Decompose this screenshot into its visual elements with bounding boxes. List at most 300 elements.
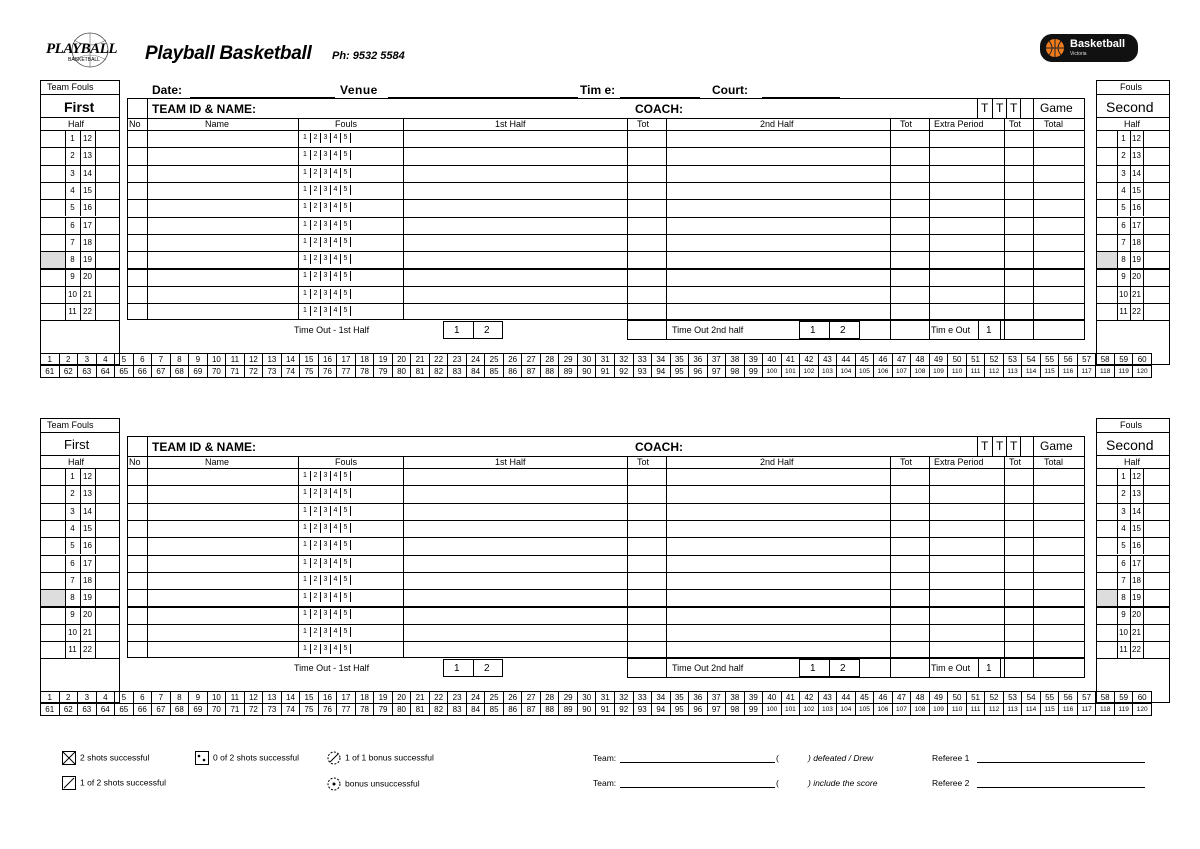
running-score-cell[interactable]: 28 bbox=[540, 353, 560, 366]
running-score-cell[interactable]: 49 bbox=[929, 691, 949, 704]
running-score-cell[interactable]: 74 bbox=[281, 365, 301, 378]
running-score-cell[interactable]: 119 bbox=[1114, 703, 1134, 716]
team-foul-cell[interactable]: 1 bbox=[1121, 472, 1126, 481]
running-score-cell[interactable]: 106 bbox=[873, 365, 893, 378]
running-score-cell[interactable]: 101 bbox=[781, 365, 801, 378]
table-row[interactable] bbox=[127, 589, 1085, 590]
foul-box[interactable]: 1 bbox=[303, 168, 307, 176]
running-score-cell[interactable]: 56 bbox=[1058, 691, 1078, 704]
running-score-cell[interactable]: 36 bbox=[688, 353, 708, 366]
running-score-cell[interactable]: 58 bbox=[1095, 353, 1115, 366]
running-score-cell[interactable]: 95 bbox=[670, 365, 690, 378]
running-score-cell[interactable]: 78 bbox=[355, 365, 375, 378]
foul-box[interactable]: 3 bbox=[320, 271, 330, 281]
foul-box[interactable]: 1 bbox=[303, 237, 307, 245]
second-half-total-box[interactable] bbox=[890, 658, 930, 678]
running-score-cell[interactable]: 119 bbox=[1114, 365, 1134, 378]
running-score-cell[interactable]: 51 bbox=[966, 353, 986, 366]
running-score-cell[interactable]: 99 bbox=[744, 703, 764, 716]
table-row[interactable] bbox=[127, 286, 1085, 287]
team-foul-cell[interactable]: 12 bbox=[1132, 472, 1141, 481]
running-score-cell[interactable]: 34 bbox=[651, 353, 671, 366]
running-score-cell[interactable]: 1 bbox=[40, 691, 60, 704]
running-score-cell[interactable]: 109 bbox=[929, 365, 949, 378]
running-score-cell[interactable]: 108 bbox=[910, 365, 930, 378]
team-foul-cell[interactable]: 19 bbox=[1132, 593, 1141, 603]
foul-box[interactable]: 5 bbox=[340, 575, 350, 585]
team-foul-cell[interactable]: 8 bbox=[1121, 593, 1126, 603]
team-foul-cell[interactable]: 9 bbox=[1121, 610, 1126, 620]
foul-box[interactable]: 2 bbox=[310, 168, 320, 178]
foul-box[interactable]: 1 bbox=[303, 489, 307, 497]
running-score-cell[interactable]: 97 bbox=[707, 703, 727, 716]
foul-box[interactable]: 2 bbox=[310, 575, 320, 585]
running-score-cell[interactable]: 37 bbox=[707, 353, 727, 366]
foul-box[interactable]: 4 bbox=[330, 488, 340, 498]
team-foul-cell[interactable]: 1 bbox=[70, 134, 75, 143]
running-score-cell[interactable]: 30 bbox=[577, 691, 597, 704]
team-foul-cell[interactable]: 10 bbox=[1119, 627, 1128, 637]
team-foul-cell[interactable]: 3 bbox=[70, 168, 75, 178]
team-foul-cell[interactable]: 19 bbox=[83, 255, 92, 265]
running-score-cell[interactable]: 25 bbox=[484, 691, 504, 704]
foul-box[interactable]: 1 bbox=[303, 255, 307, 263]
running-score-cell[interactable]: 90 bbox=[577, 703, 597, 716]
team-foul-cell[interactable]: 3 bbox=[1121, 506, 1126, 516]
running-score-cell[interactable]: 96 bbox=[688, 703, 708, 716]
team-foul-cell[interactable]: 14 bbox=[1132, 168, 1141, 178]
running-score-cell[interactable]: 39 bbox=[744, 691, 764, 704]
running-score-cell[interactable]: 3 bbox=[77, 353, 97, 366]
running-score-cell[interactable]: 2 bbox=[59, 691, 79, 704]
running-score-cell[interactable]: 55 bbox=[1040, 353, 1060, 366]
foul-box[interactable]: 1 bbox=[303, 610, 307, 618]
running-score-cell[interactable]: 89 bbox=[558, 365, 578, 378]
foul-box[interactable]: 1 bbox=[303, 506, 307, 514]
running-score-cell[interactable]: 98 bbox=[725, 365, 745, 378]
running-score-cell[interactable]: 14 bbox=[281, 353, 301, 366]
team-foul-cell[interactable]: 17 bbox=[1132, 220, 1141, 230]
team-foul-cell[interactable]: 15 bbox=[1132, 523, 1141, 533]
foul-box[interactable]: 2 bbox=[310, 306, 320, 316]
team-foul-cell[interactable]: 7 bbox=[1121, 237, 1126, 247]
foul-box[interactable]: 4 bbox=[330, 540, 340, 550]
running-score-cell[interactable]: 79 bbox=[373, 365, 393, 378]
team-foul-cell[interactable]: 20 bbox=[1132, 272, 1141, 282]
foul-box[interactable]: 5 bbox=[340, 237, 350, 247]
running-score-cell[interactable]: 29 bbox=[558, 353, 578, 366]
running-score-cell[interactable]: 104 bbox=[836, 365, 856, 378]
running-score-cell[interactable]: 23 bbox=[447, 353, 467, 366]
team-foul-cell[interactable]: 6 bbox=[1121, 558, 1126, 568]
running-score-cell[interactable]: 33 bbox=[633, 691, 653, 704]
team-foul-cell[interactable]: 20 bbox=[83, 272, 92, 282]
foul-box[interactable]: 2 bbox=[310, 237, 320, 247]
running-score-cell[interactable]: 72 bbox=[244, 703, 264, 716]
team-foul-cell[interactable]: 22 bbox=[1132, 307, 1141, 316]
team-foul-cell[interactable]: 19 bbox=[83, 593, 92, 603]
running-score-cell[interactable]: 6 bbox=[133, 691, 153, 704]
running-score-cell[interactable]: 67 bbox=[151, 703, 171, 716]
running-score-cell[interactable]: 26 bbox=[503, 353, 523, 366]
foul-box[interactable]: 2 bbox=[310, 558, 320, 568]
running-score-cell[interactable]: 100 bbox=[762, 365, 782, 378]
running-score-cell[interactable]: 80 bbox=[392, 365, 412, 378]
team-foul-cell[interactable]: 5 bbox=[70, 203, 75, 213]
foul-boxes[interactable] bbox=[300, 523, 350, 533]
running-score-cell[interactable]: 42 bbox=[799, 353, 819, 366]
team-foul-cell[interactable]: 6 bbox=[70, 220, 75, 230]
running-score-cell[interactable]: 46 bbox=[873, 691, 893, 704]
running-score-cell[interactable]: 16 bbox=[318, 353, 338, 366]
game-total-box[interactable] bbox=[1033, 658, 1085, 678]
team-foul-cell[interactable]: 21 bbox=[1132, 627, 1141, 637]
running-score-cell[interactable]: 86 bbox=[503, 703, 523, 716]
running-score-cell[interactable]: 112 bbox=[984, 703, 1004, 716]
running-score-cell[interactable]: 90 bbox=[577, 365, 597, 378]
running-score-cell[interactable]: 117 bbox=[1077, 365, 1097, 378]
foul-box[interactable]: 4 bbox=[330, 202, 340, 212]
running-score-cell[interactable]: 107 bbox=[892, 365, 912, 378]
running-score-cell[interactable]: 49 bbox=[929, 353, 949, 366]
team-foul-cell[interactable]: 2 bbox=[1121, 489, 1126, 499]
running-score-cell[interactable]: 103 bbox=[818, 703, 838, 716]
game-total-box[interactable] bbox=[1033, 320, 1085, 340]
foul-box[interactable]: 5 bbox=[340, 540, 350, 550]
team-foul-cell[interactable]: 3 bbox=[70, 506, 75, 516]
foul-box[interactable]: 1 bbox=[303, 307, 307, 314]
running-score-cell[interactable]: 54 bbox=[1021, 691, 1041, 704]
team-foul-cell[interactable]: 22 bbox=[83, 307, 92, 316]
team-foul-cell[interactable]: 4 bbox=[1121, 185, 1126, 195]
team-foul-cell[interactable]: 9 bbox=[70, 272, 75, 282]
running-score-cell[interactable]: 56 bbox=[1058, 353, 1078, 366]
running-score-cell[interactable]: 8 bbox=[170, 691, 190, 704]
running-score-cell[interactable]: 116 bbox=[1058, 703, 1078, 716]
table-row[interactable] bbox=[127, 147, 1085, 148]
running-score-cell[interactable]: 53 bbox=[1003, 691, 1023, 704]
running-score-cell[interactable]: 88 bbox=[540, 365, 560, 378]
running-score-cell[interactable]: 35 bbox=[670, 691, 690, 704]
team-foul-cell[interactable]: 17 bbox=[83, 558, 92, 568]
foul-box[interactable]: 5 bbox=[340, 150, 350, 160]
running-score-cell[interactable]: 86 bbox=[503, 365, 523, 378]
running-score-cell[interactable]: 32 bbox=[614, 691, 634, 704]
foul-box[interactable]: 5 bbox=[340, 488, 350, 498]
foul-box[interactable]: 3 bbox=[320, 609, 330, 619]
table-row[interactable] bbox=[127, 251, 1085, 252]
table-row[interactable] bbox=[127, 182, 1085, 183]
running-score-cell[interactable]: 60 bbox=[1132, 353, 1152, 366]
running-score-cell[interactable]: 13 bbox=[262, 353, 282, 366]
running-score-cell[interactable]: 72 bbox=[244, 365, 264, 378]
running-score-cell[interactable]: 36 bbox=[688, 691, 708, 704]
foul-box[interactable]: 5 bbox=[340, 506, 350, 516]
running-score-cell[interactable]: 107 bbox=[892, 703, 912, 716]
running-score-cell[interactable]: 85 bbox=[484, 703, 504, 716]
running-score-cell[interactable]: 92 bbox=[614, 365, 634, 378]
foul-box[interactable]: 3 bbox=[320, 254, 330, 264]
team-foul-cell[interactable]: 9 bbox=[70, 610, 75, 620]
running-score-cell[interactable]: 105 bbox=[855, 703, 875, 716]
running-score-cell[interactable]: 67 bbox=[151, 365, 171, 378]
running-score-cell[interactable]: 20 bbox=[392, 691, 412, 704]
foul-box[interactable]: 1 bbox=[303, 185, 307, 193]
running-score-cell[interactable]: 51 bbox=[966, 691, 986, 704]
running-score-cell[interactable]: 17 bbox=[336, 691, 356, 704]
foul-boxes[interactable] bbox=[300, 185, 350, 195]
foul-box[interactable]: 3 bbox=[320, 185, 330, 195]
running-score-cell[interactable]: 55 bbox=[1040, 691, 1060, 704]
foul-boxes[interactable] bbox=[300, 202, 350, 212]
table-row[interactable] bbox=[127, 572, 1085, 573]
foul-box[interactable]: 1 bbox=[303, 472, 307, 479]
foul-box[interactable]: 4 bbox=[330, 506, 340, 516]
team-foul-cell[interactable]: 11 bbox=[68, 645, 77, 654]
running-score-cell[interactable]: 38 bbox=[725, 353, 745, 366]
team-foul-cell[interactable]: 20 bbox=[83, 610, 92, 620]
running-score-cell[interactable]: 20 bbox=[392, 353, 412, 366]
team-foul-cell[interactable]: 7 bbox=[1121, 575, 1126, 585]
foul-boxes[interactable] bbox=[300, 609, 350, 619]
foul-box[interactable]: 5 bbox=[340, 523, 350, 533]
running-score-cell[interactable]: 41 bbox=[781, 691, 801, 704]
team-foul-cell[interactable]: 6 bbox=[1121, 220, 1126, 230]
foul-boxes[interactable] bbox=[300, 133, 350, 143]
running-score-cell[interactable]: 53 bbox=[1003, 353, 1023, 366]
foul-box[interactable]: 4 bbox=[330, 627, 340, 637]
foul-box[interactable]: 1 bbox=[303, 627, 307, 635]
running-score-cell[interactable]: 77 bbox=[336, 703, 356, 716]
team-foul-cell[interactable]: 1 bbox=[1121, 134, 1126, 143]
running-score-cell[interactable]: 40 bbox=[762, 691, 782, 704]
running-score-cell[interactable]: 7 bbox=[151, 691, 171, 704]
running-score-cell[interactable]: 18 bbox=[355, 353, 375, 366]
running-score-cell[interactable]: 118 bbox=[1095, 365, 1115, 378]
foul-box[interactable]: 3 bbox=[320, 237, 330, 247]
running-score-cell[interactable]: 89 bbox=[558, 703, 578, 716]
table-row[interactable] bbox=[127, 165, 1085, 166]
foul-box[interactable]: 5 bbox=[340, 185, 350, 195]
foul-boxes[interactable] bbox=[300, 289, 350, 299]
foul-box[interactable]: 4 bbox=[330, 306, 340, 316]
foul-boxes[interactable] bbox=[300, 488, 350, 498]
foul-boxes[interactable] bbox=[300, 168, 350, 178]
running-score-cell[interactable]: 66 bbox=[133, 703, 153, 716]
foul-box[interactable]: 2 bbox=[310, 471, 320, 481]
running-score-cell[interactable]: 65 bbox=[114, 703, 134, 716]
running-score-cell[interactable]: 48 bbox=[910, 353, 930, 366]
table-row[interactable] bbox=[127, 555, 1085, 556]
running-score-cell[interactable]: 75 bbox=[299, 703, 319, 716]
running-score-cell[interactable]: 59 bbox=[1114, 691, 1134, 704]
foul-box[interactable]: 1 bbox=[303, 289, 307, 297]
running-score-cell[interactable]: 114 bbox=[1021, 365, 1041, 378]
foul-box[interactable]: 5 bbox=[340, 471, 350, 481]
running-score-cell[interactable]: 84 bbox=[466, 365, 486, 378]
running-score-cell[interactable]: 84 bbox=[466, 703, 486, 716]
foul-box[interactable]: 4 bbox=[330, 271, 340, 281]
running-score-cell[interactable]: 78 bbox=[355, 703, 375, 716]
team-foul-cell[interactable]: 16 bbox=[83, 203, 92, 213]
running-score-cell[interactable]: 9 bbox=[188, 691, 208, 704]
team-foul-cell[interactable]: 14 bbox=[83, 168, 92, 178]
team-foul-cell[interactable]: 16 bbox=[1132, 203, 1141, 213]
running-score-cell[interactable]: 68 bbox=[170, 703, 190, 716]
foul-box[interactable]: 3 bbox=[320, 306, 330, 316]
team-foul-cell[interactable]: 14 bbox=[83, 506, 92, 516]
team-foul-cell[interactable]: 21 bbox=[83, 627, 92, 637]
running-score-cell[interactable]: 95 bbox=[670, 703, 690, 716]
team-foul-cell[interactable]: 17 bbox=[83, 220, 92, 230]
foul-box[interactable]: 3 bbox=[320, 540, 330, 550]
running-score-cell[interactable]: 64 bbox=[96, 365, 116, 378]
running-score-cell[interactable]: 31 bbox=[595, 691, 615, 704]
team-foul-cell[interactable]: 8 bbox=[70, 593, 75, 603]
foul-box[interactable]: 4 bbox=[330, 220, 340, 230]
foul-box[interactable]: 4 bbox=[330, 254, 340, 264]
foul-box[interactable]: 2 bbox=[310, 592, 320, 602]
running-score-cell[interactable]: 100 bbox=[762, 703, 782, 716]
foul-boxes[interactable] bbox=[300, 558, 350, 568]
running-score-cell[interactable]: 81 bbox=[410, 703, 430, 716]
running-score-cell[interactable]: 65 bbox=[114, 365, 134, 378]
foul-box[interactable]: 1 bbox=[303, 645, 307, 652]
running-score-cell[interactable]: 60 bbox=[1132, 691, 1152, 704]
running-score-cell[interactable]: 83 bbox=[447, 365, 467, 378]
first-half-total-box[interactable] bbox=[627, 658, 667, 678]
team-foul-cell[interactable]: 16 bbox=[83, 541, 92, 551]
running-score-cell[interactable]: 79 bbox=[373, 703, 393, 716]
foul-box[interactable]: 1 bbox=[303, 203, 307, 211]
foul-box[interactable]: 4 bbox=[330, 185, 340, 195]
team-foul-cell[interactable]: 17 bbox=[1132, 558, 1141, 568]
running-score-cell[interactable]: 120 bbox=[1132, 703, 1152, 716]
running-score-cell[interactable]: 97 bbox=[707, 365, 727, 378]
running-score-cell[interactable]: 104 bbox=[836, 703, 856, 716]
running-score-cell[interactable]: 105 bbox=[855, 365, 875, 378]
team-foul-cell[interactable]: 5 bbox=[1121, 203, 1126, 213]
running-score-cell[interactable]: 69 bbox=[188, 365, 208, 378]
running-score-cell[interactable]: 98 bbox=[725, 703, 745, 716]
running-score-cell[interactable]: 28 bbox=[540, 691, 560, 704]
running-score-cell[interactable]: 106 bbox=[873, 703, 893, 716]
running-score-cell[interactable]: 40 bbox=[762, 353, 782, 366]
foul-box[interactable]: 3 bbox=[320, 523, 330, 533]
running-score-cell[interactable]: 4 bbox=[96, 691, 116, 704]
foul-box[interactable]: 1 bbox=[303, 220, 307, 228]
running-score-cell[interactable]: 68 bbox=[170, 365, 190, 378]
foul-boxes[interactable] bbox=[300, 271, 350, 281]
foul-box[interactable]: 3 bbox=[320, 575, 330, 585]
team-foul-cell[interactable]: 7 bbox=[70, 575, 75, 585]
running-score-cell[interactable]: 32 bbox=[614, 353, 634, 366]
foul-boxes[interactable] bbox=[300, 150, 350, 160]
team-foul-cell[interactable]: 4 bbox=[70, 185, 75, 195]
foul-box[interactable]: 1 bbox=[303, 523, 307, 531]
table-row[interactable] bbox=[127, 641, 1085, 642]
running-score-cell[interactable]: 101 bbox=[781, 703, 801, 716]
running-score-cell[interactable]: 27 bbox=[521, 353, 541, 366]
running-score-cell[interactable]: 27 bbox=[521, 691, 541, 704]
running-score-cell[interactable]: 15 bbox=[299, 691, 319, 704]
team-foul-cell[interactable]: 16 bbox=[1132, 541, 1141, 551]
running-score-cell[interactable]: 61 bbox=[40, 365, 60, 378]
running-score-cell[interactable]: 111 bbox=[966, 703, 986, 716]
foul-box[interactable]: 4 bbox=[330, 237, 340, 247]
foul-box[interactable]: 2 bbox=[310, 488, 320, 498]
running-score-cell[interactable]: 120 bbox=[1132, 365, 1152, 378]
running-score-cell[interactable]: 3 bbox=[77, 691, 97, 704]
team-foul-cell[interactable]: 13 bbox=[1132, 489, 1141, 499]
team-foul-cell[interactable]: 2 bbox=[70, 489, 75, 499]
running-score-cell[interactable]: 117 bbox=[1077, 703, 1097, 716]
running-score-cell[interactable]: 45 bbox=[855, 353, 875, 366]
running-score-cell[interactable]: 70 bbox=[207, 703, 227, 716]
running-score-cell[interactable]: 26 bbox=[503, 691, 523, 704]
team-foul-cell[interactable]: 15 bbox=[83, 523, 92, 533]
foul-box[interactable]: 2 bbox=[310, 609, 320, 619]
running-score-cell[interactable]: 108 bbox=[910, 703, 930, 716]
first-half-total-box[interactable] bbox=[627, 320, 667, 340]
running-score-cell[interactable]: 38 bbox=[725, 691, 745, 704]
team-foul-cell[interactable]: 12 bbox=[83, 472, 92, 481]
foul-box[interactable]: 5 bbox=[340, 168, 350, 178]
running-score-cell[interactable]: 73 bbox=[262, 703, 282, 716]
running-score-cell[interactable]: 11 bbox=[225, 353, 245, 366]
team-foul-cell[interactable]: 20 bbox=[1132, 610, 1141, 620]
running-score-cell[interactable]: 71 bbox=[225, 365, 245, 378]
running-score-cell[interactable]: 39 bbox=[744, 353, 764, 366]
foul-box[interactable]: 1 bbox=[303, 558, 307, 566]
running-score-cell[interactable]: 34 bbox=[651, 691, 671, 704]
running-score-cell[interactable]: 35 bbox=[670, 353, 690, 366]
team-foul-cell[interactable]: 10 bbox=[1119, 289, 1128, 299]
running-score-cell[interactable]: 23 bbox=[447, 691, 467, 704]
foul-box[interactable]: 1 bbox=[303, 593, 307, 601]
running-score-cell[interactable]: 110 bbox=[947, 365, 967, 378]
running-score-cell[interactable]: 96 bbox=[688, 365, 708, 378]
running-score-cell[interactable]: 69 bbox=[188, 703, 208, 716]
running-score-cell[interactable]: 25 bbox=[484, 353, 504, 366]
running-score-cell[interactable]: 71 bbox=[225, 703, 245, 716]
running-score-cell[interactable]: 5 bbox=[114, 353, 134, 366]
running-score-cell[interactable]: 2 bbox=[59, 353, 79, 366]
foul-box[interactable]: 5 bbox=[340, 558, 350, 568]
running-score-cell[interactable]: 76 bbox=[318, 365, 338, 378]
running-score-cell[interactable]: 93 bbox=[633, 703, 653, 716]
foul-box[interactable]: 3 bbox=[320, 644, 330, 654]
running-score-cell[interactable]: 81 bbox=[410, 365, 430, 378]
team-foul-cell[interactable]: 13 bbox=[83, 151, 92, 161]
foul-box[interactable]: 3 bbox=[320, 202, 330, 212]
running-score-cell[interactable]: 7 bbox=[151, 353, 171, 366]
running-score-cell[interactable]: 22 bbox=[429, 691, 449, 704]
running-score-cell[interactable]: 109 bbox=[929, 703, 949, 716]
foul-box[interactable]: 4 bbox=[330, 150, 340, 160]
running-score-cell[interactable]: 50 bbox=[947, 353, 967, 366]
team-foul-cell[interactable]: 3 bbox=[1121, 168, 1126, 178]
foul-box[interactable]: 5 bbox=[340, 306, 350, 316]
foul-boxes[interactable] bbox=[300, 575, 350, 585]
team-foul-cell[interactable]: 22 bbox=[83, 645, 92, 654]
running-score-cell[interactable]: 112 bbox=[984, 365, 1004, 378]
foul-box[interactable]: 1 bbox=[303, 541, 307, 549]
running-score-cell[interactable]: 12 bbox=[244, 691, 264, 704]
running-score-cell[interactable]: 92 bbox=[614, 703, 634, 716]
foul-boxes[interactable] bbox=[300, 306, 350, 316]
table-row[interactable] bbox=[127, 606, 1085, 608]
